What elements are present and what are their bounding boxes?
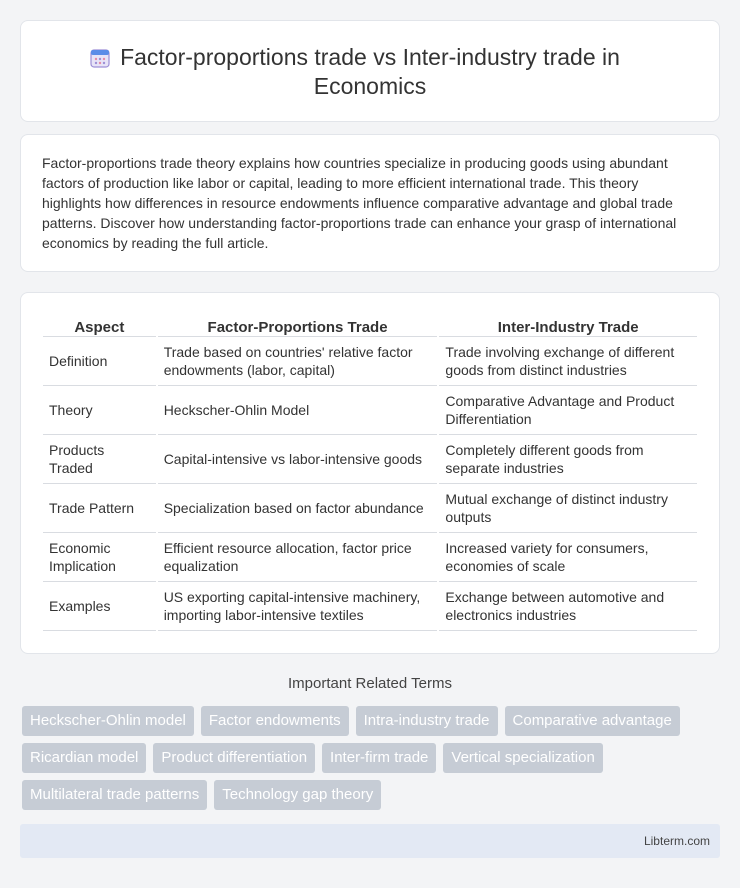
row-factor-proportions: US exporting capital-intensive machinery, importing labor-intensive textiles: [158, 582, 438, 631]
row-inter-industry: Increased variety for consumers, economies of scale: [439, 533, 697, 582]
tag-product-differentiation[interactable]: Product differentiation: [153, 743, 315, 773]
table-row: [43, 533, 697, 582]
tag-technology-gap-theory[interactable]: Technology gap theory: [214, 780, 381, 810]
row-factor-proportions: Specialization based on factor abundance: [158, 484, 438, 533]
title-card: [20, 20, 720, 122]
page-title: Factor-proportions trade vs Inter-industry trade in Economics: [120, 44, 620, 99]
tag-intra-industry-trade[interactable]: Intra-industry trade: [356, 706, 498, 736]
table-row: [43, 582, 697, 631]
comparison-table: [41, 315, 699, 631]
row-inter-industry: Completely different goods from separate industries: [439, 435, 697, 484]
row-aspect: Theory: [43, 386, 156, 435]
tag-vertical-specialization[interactable]: Vertical specialization: [443, 743, 602, 773]
tag-ricardian-model[interactable]: Ricardian model: [22, 743, 146, 773]
intro-paragraph: Factor-proportions trade theory explains how countries specialize in producing goods using abundant factors of production like labor or capital, leading to more efficient international trade. This theory highlights how differences in resource endowments influence comparative advantage and global trade patterns. Discover how understanding factor-proportions trade can enhance your grasp of international economics by reading the full article.: [42, 155, 677, 251]
row-aspect: Economic Implication: [43, 533, 156, 582]
tag-inter-firm-trade[interactable]: Inter-firm trade: [322, 743, 436, 773]
row-inter-industry: Mutual exchange of distinct industry outputs: [439, 484, 697, 533]
header-factor-proportions: Factor-Proportions Trade: [158, 315, 438, 337]
row-aspect: Definition: [43, 337, 156, 386]
table-header-row: [43, 315, 697, 337]
related-terms-list: [22, 706, 722, 817]
row-aspect: Trade Pattern: [43, 484, 156, 533]
row-factor-proportions: Trade based on countries' relative factor endowments (labor, capital): [158, 337, 438, 386]
header-inter-industry: Inter-Industry Trade: [439, 315, 697, 337]
tag-heckscher-ohlin-model[interactable]: Heckscher-Ohlin model: [22, 706, 194, 736]
table-row: [43, 337, 697, 386]
row-aspect: Products Traded: [43, 435, 156, 484]
related-terms-heading: Important Related Terms: [288, 675, 452, 692]
tag-multilateral-trade-patterns[interactable]: Multilateral trade patterns: [22, 780, 207, 810]
comparison-table-card: [20, 292, 720, 654]
tag-row: [22, 780, 722, 810]
tag-row: [22, 706, 722, 736]
row-factor-proportions: Capital-intensive vs labor-intensive goods: [158, 435, 438, 484]
table-row: [43, 386, 697, 435]
tag-comparative-advantage[interactable]: Comparative advantage: [505, 706, 680, 736]
row-inter-industry: Trade involving exchange of different goods from distinct industries: [439, 337, 697, 386]
row-factor-proportions: Heckscher-Ohlin Model: [158, 386, 438, 435]
row-factor-proportions: Efficient resource allocation, factor price equalization: [158, 533, 438, 582]
footer: [20, 824, 720, 858]
row-aspect: Examples: [43, 582, 156, 631]
row-inter-industry: Comparative Advantage and Product Differentiation: [439, 386, 697, 435]
tag-factor-endowments[interactable]: Factor endowments: [201, 706, 349, 736]
table-row: [43, 435, 697, 484]
row-inter-industry: Exchange between automotive and electronics industries: [439, 582, 697, 631]
tag-row: [22, 743, 722, 773]
intro-card: [20, 134, 720, 272]
table-row: [43, 484, 697, 533]
header-aspect: Aspect: [43, 315, 156, 337]
footer-site-link[interactable]: Libterm.com: [643, 834, 710, 848]
